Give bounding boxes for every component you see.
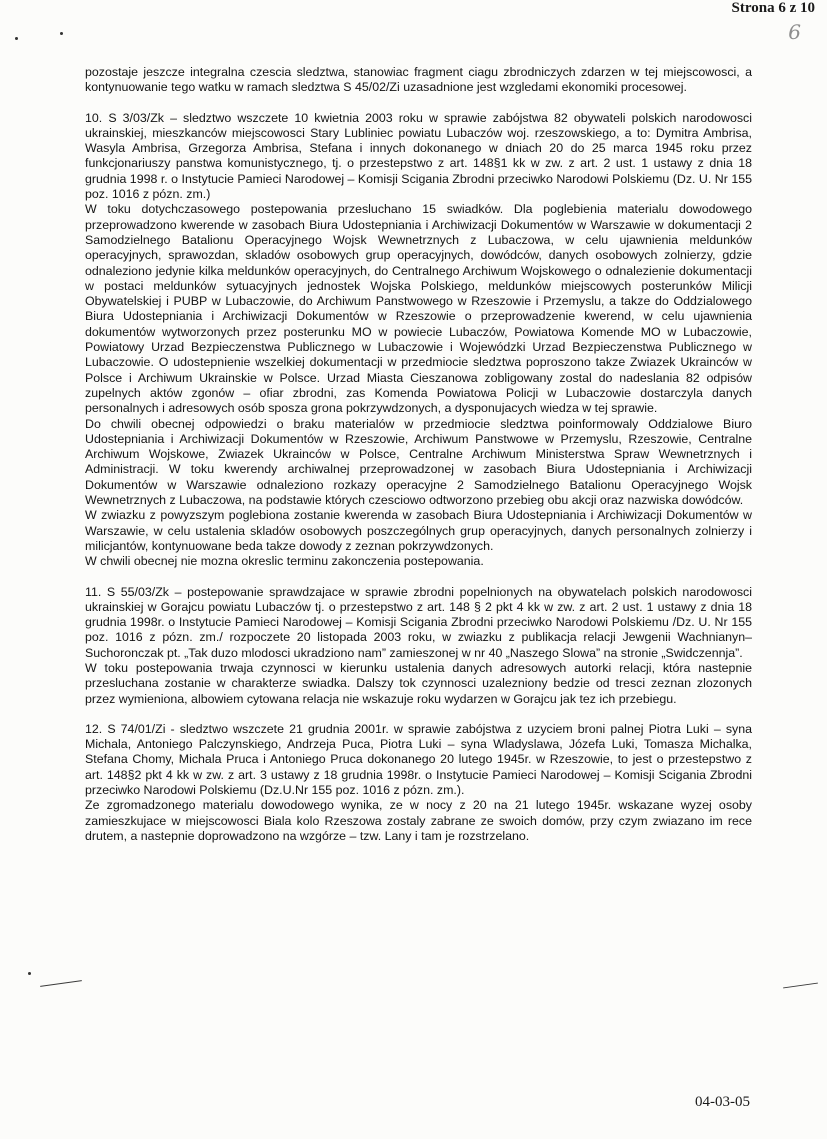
case-10-heading-paragraph: 10. S 3/03/Zk – sledztwo wszczete 10 kwietnia 2003 roku w sprawie zabójstwa 82 obywateli polskich narodowosci ukrainskiej, mieszkanców miejscowosci Stary Lubliniec powiatu Lubaczów woj. rzeszowskiego, a to: Dymitra Ambrisa, Wasyla Ambrisa, Grzegorza Ambrisa, Stefana i innych dokonanego w dniach 20 do 25 marca 1945 roku przez funkcjonariuszy panstwa komunistycznego, tj. o przestepstwo z art. 148§1 kk w zw. z art. 2 ust. 1 ustawy z dnia 18 grudnia 1998 r. o Instytucie Pamieci Narodowej – Komisji Scigania Zbrodni przeciwko Narodowi Polskiemu (Dz. U. Nr 155 poz. 1016 z pózn. zm.) bbox=[85, 110, 752, 202]
case-10-paragraph: W toku dotychczasowego postepowania przesluchano 15 swiadków. Dla poglebienia materialu dowodowego przeprowadzono kwerende w zasobach Biura Udostepniania i Archiwizacji Dokumentów w Warszawie w dokumentacji 2 Samodzielnego Batalionu Operacyjnego Wojsk Wewnetrznych z Lubaczowa, w celu ujawnienia meldunków operacyjnych, sprawozdan, skladów osobowych grup operacyjnych, dowódców, danych osobowych zolnierzy, gdzie odnaleziono jedynie kilka meldunków operacyjnych, do Centralnego Archiwum Wojskowego o odnalezienie dokumentacji w postaci meldunków sytuacyjnych jednostek Wojska Polskiego, meldunków miejscowych posterunków Milicji Obywatelskiej i PUBP w Lubaczowie, do Archiwum Panstwowego w Rzeszowie i Przemyslu, a takze do Oddzialowego Biura Udostepniania i Archiwizacji Dokumentów w Rzeszowie o przeprowadzenie kwerend, w celu ujawnienia dokumentów wytworzonych przez posterunku MO w powiecie Lubaczów, Powiatowa Komende MO w Lubaczowie, Powiatowy Urzad Bezpieczenstwa Publicznego w Lubaczowie i Wojewódzki Urzad Bezpieczenstwa Publicznego w Lubaczowie. O udostepnienie wszelkiej dokumentacji w przedmiocie sledztwa poproszono takze Zwiazek Ukrainców w Polsce i Archiwum Ukrainskie w Polsce. Urzad Miasta Cieszanowa zobligowany zostal do nadeslania 82 odpisów zupelnych aktów zgonów – ofiar zbrodni, zas Komenda Powiatowa Policji w Lubaczowie dostarczyla danych personalnych i adresowych osób sposza grona pokrzywdzonych, a dysponujacych wiedza w tej sprawie. bbox=[85, 202, 752, 416]
case-section-10 bbox=[85, 111, 752, 570]
case-12-heading-paragraph: 12. S 74/01/Zi - sledztwo wszczete 21 grudnia 2001r. w sprawie zabójstwa z uzyciem broni palnej Piotra Luki – syna Michala, Antoniego Palczynskiego, Andrzeja Puca, Piotra Luki – syna Wladyslawa, Józefa Luki, Tomasza Michalka, Stefana Chomy, Michala Pruca i Antoniego Pruca dokonanego 20 lutego 1945r. w Rzeszowie, to jest o przestepstwo z art. 148§2 pkt 4 kk w zw. z art. 3 ustawy z 18 grudnia 1998r. o Instytucie Pamieci Narodowej – Komisji Scigania Zbrodni przeciwko Narodowi Polskiemu (Dz.U.Nr 155 poz. 1016 z pózn. zm.). bbox=[85, 721, 752, 798]
case-10-paragraph: Do chwili obecnej odpowiedzi o braku materialów w przedmiocie sledztwa poinformowaly Oddzialowe Biuro Udostepniania i Archiwizacji Dokumentów w Rzeszowie, Archiwum Panstwowe w Przemyslu, Rzeszowie, Centralne Archiwum Wojskowe, Zwiazek Ukrainców w Polsce, Centralne Archiwum Ministerstwa Spraw Wewnetrznych i Administracji. W toku kwerendy archiwalnej przeprowadzonej w zasobach Biura Udostepniania i Archiwizacji Dokumentów w Warszawie odnaleziono rozkazy operacyjne 2 Samodzielnego Batalionu Operacyjnego Wojsk Wewnetrznych z Lubaczowa, na podstawie których czesciowo odtworzono przebieg obu akcji oraz nazwiska dowódców. bbox=[85, 416, 752, 508]
footer-date-code: 04-03-05 bbox=[695, 1094, 750, 1110]
margin-pen-stroke bbox=[40, 980, 82, 987]
case-11-paragraph: W toku postepowania trwaja czynnosci w kierunku ustalenia danych adresowych autorki relacji, która nastepnie przesluchana zostanie w charakterze swiadka. Dalszy tok czynnosci uzalezniony bedzie od tresci zeznan zlozonych przez wymieniona, albowiem cytowana relacja nie wskazuje roku wydarzen w Gorajcu jak tez ich przebiegu. bbox=[85, 660, 752, 706]
scan-speck bbox=[15, 37, 18, 40]
margin-pen-stroke bbox=[783, 983, 818, 989]
case-12-paragraph: Ze zgromadzonego materialu dowodowego wynika, ze w nocy z 20 na 21 lutego 1945r. wskazane wyzej osoby zamieszkujace w miejscowosci Biala kolo Rzeszowa zostaly zabrane ze swoich domów, przy czym zwiazano im rece drutem, a nastepnie doprowadzono na wzgórze – tzw. Lany i tam je rozstrzelano. bbox=[85, 798, 752, 843]
case-section-11 bbox=[85, 585, 752, 707]
scan-speck bbox=[60, 32, 63, 35]
handwritten-page-mark: 6 bbox=[788, 20, 801, 44]
case-10-paragraph: W zwiazku z powyzszym poglebiona zostanie kwerenda w zasobach Biura Udostepniania i Archiwizacji Dokumentów w Warszawie, w celu ustalenia skladów osobowych poszczególnych grup operacyjnych, danych personalnych zolnierzy i milicjantów, kontynuowane beda takze dowody z zeznan pokrzywdzonych. bbox=[85, 508, 752, 553]
case-section-12 bbox=[85, 722, 752, 844]
case-11-heading-paragraph: 11. S 55/03/Zk – postepowanie sprawdzajace w sprawie zbrodni popelnionych na obywatelach polskich narodowosci ukrainskiej w Gorajcu powiatu Lubaczów tj. o przestepstwo z art. 148 § 2 pkt 4 kk w zw. z art. 2 ust. 1 ustawy z dnia 18 grudnia 1998r. o Instytucie Pamieci Narodowej – Komisji Scigania Zbrodni przeciwko Narodowi Polskiemu /Dz. U. Nr 155 poz. 1016 z pózn. zm./ rozpoczete 20 listopada 2003 roku, w zwiazku z publikacja relacji Jewgenii Wachnianyn–Suchoronczak pt. „Tak duzo mlodosci ukradziono nam” zamieszonej w nr 40 „Naszego Slowa” na stronie „Swidczennja”. bbox=[85, 584, 752, 660]
case-10-paragraph: W chwili obecnej nie mozna okreslic terminu zakonczenia postepowania. bbox=[85, 554, 484, 569]
scan-speck bbox=[28, 972, 31, 975]
page-number-header: Strona 6 z 10 bbox=[731, 0, 815, 16]
document-body bbox=[85, 65, 752, 859]
intro-paragraph: pozostaje jeszcze integralna czescia sledztwa, stanowiac fragment ciagu zbrodniczych zdarzen w tej miejscowosci, a kontynuowanie tego watku w ramach sledztwa S 45/02/Zi uzasadnione jest wzgledami ekonomiki procesowej. bbox=[85, 65, 752, 95]
